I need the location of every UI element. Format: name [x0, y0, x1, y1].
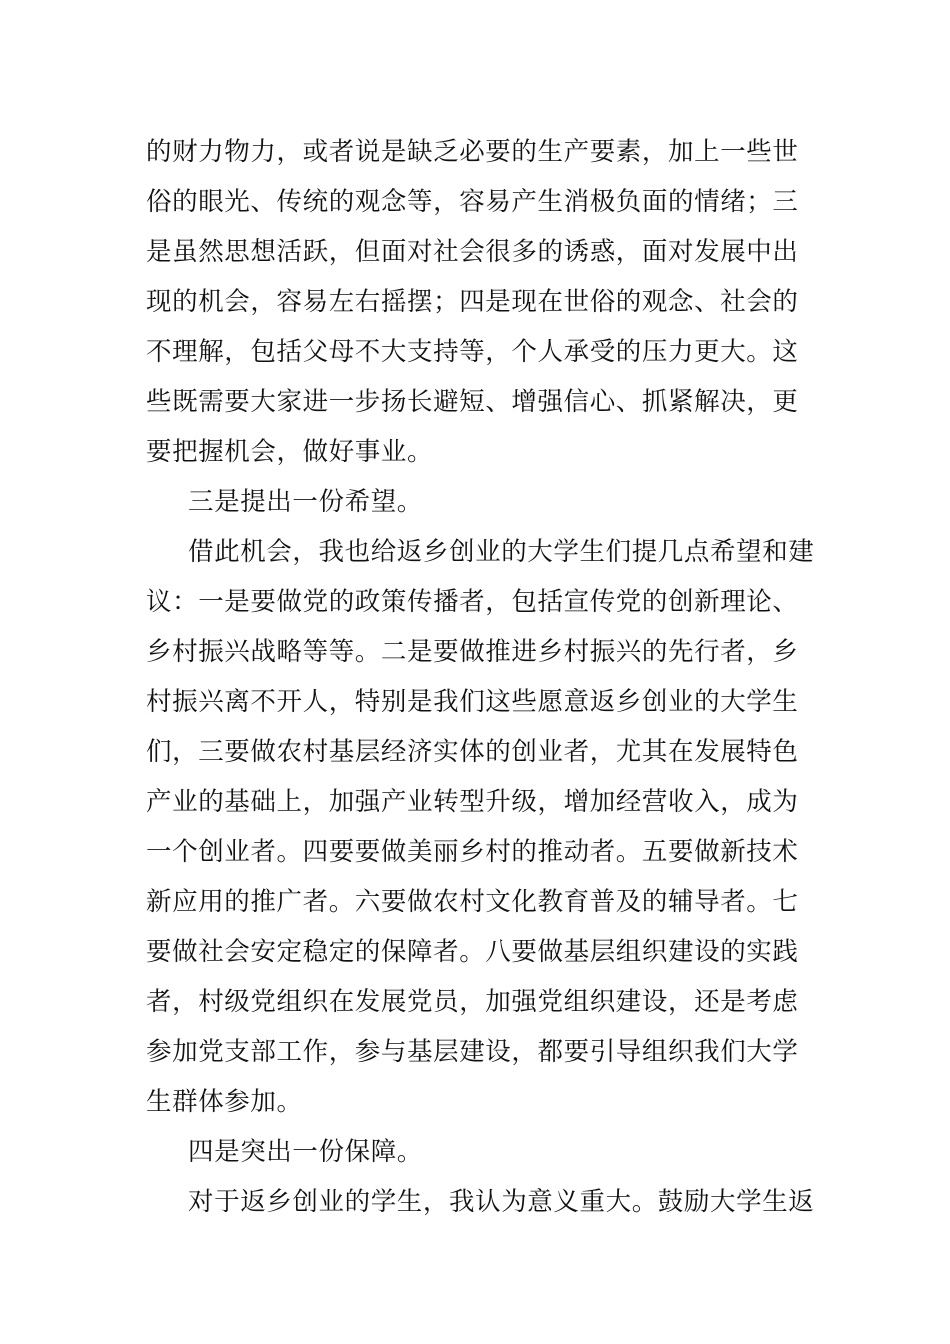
text-line: 些既需要大家进一步扬长避短、增强信心、抓紧解决，更: [146, 387, 799, 417]
text-line: 现的机会，容易左右摇摆；四是现在世俗的观念、社会的: [146, 287, 799, 317]
text-line: 要把握机会，做好事业。: [146, 437, 434, 467]
text-line: 们，三要做农村基层经济实体的创业者，尤其在发展特色: [146, 737, 799, 767]
text-line: 生群体参加。: [146, 1087, 303, 1117]
text-line: 不理解，包括父母不大支持等，个人承受的压力更大。这: [146, 337, 799, 367]
text-line: 村振兴离不开人，特别是我们这些愿意返乡创业的大学生: [146, 687, 799, 717]
text-line: 是虽然思想活跃，但面对社会很多的诱惑，面对发展中出: [146, 237, 799, 267]
text-line: 者，村级党组织在发展党员，加强党组织建设，还是考虑: [146, 987, 799, 1017]
body-text: [146, 127, 815, 1227]
text-line: 对于返乡创业的学生，我认为意义重大。鼓励大学生返: [188, 1187, 815, 1217]
text-line: 乡村振兴战略等等。二是要做推进乡村振兴的先行者，乡: [146, 637, 799, 667]
text-line: 要做社会安定稳定的保障者。八要做基层组织建设的实践: [146, 937, 799, 967]
section-heading: 四是突出一份保障。: [188, 1137, 423, 1167]
text-line: 俗的眼光、传统的观念等，容易产生消极负面的情绪；三: [146, 187, 799, 217]
text-line: 新应用的推广者。六要做农村文化教育普及的辅导者。七: [146, 887, 799, 917]
text-line: 一个创业者。四要要做美丽乡村的推动者。五要做新技术: [146, 837, 799, 867]
text-line: 产业的基础上，加强产业转型升级，增加经营收入，成为: [146, 787, 799, 817]
text-line: 议：一是要做党的政策传播者，包括宣传党的创新理论、: [146, 587, 799, 617]
text-line: 借此机会，我也给返乡创业的大学生们提几点希望和建: [188, 537, 815, 567]
section-heading: 三是提出一份希望。: [188, 487, 423, 517]
text-line: 的财力物力，或者说是缺乏必要的生产要素，加上一些世: [146, 137, 799, 167]
text-line: 参加党支部工作，参与基层建设，都要引导组织我们大学: [146, 1037, 799, 1067]
